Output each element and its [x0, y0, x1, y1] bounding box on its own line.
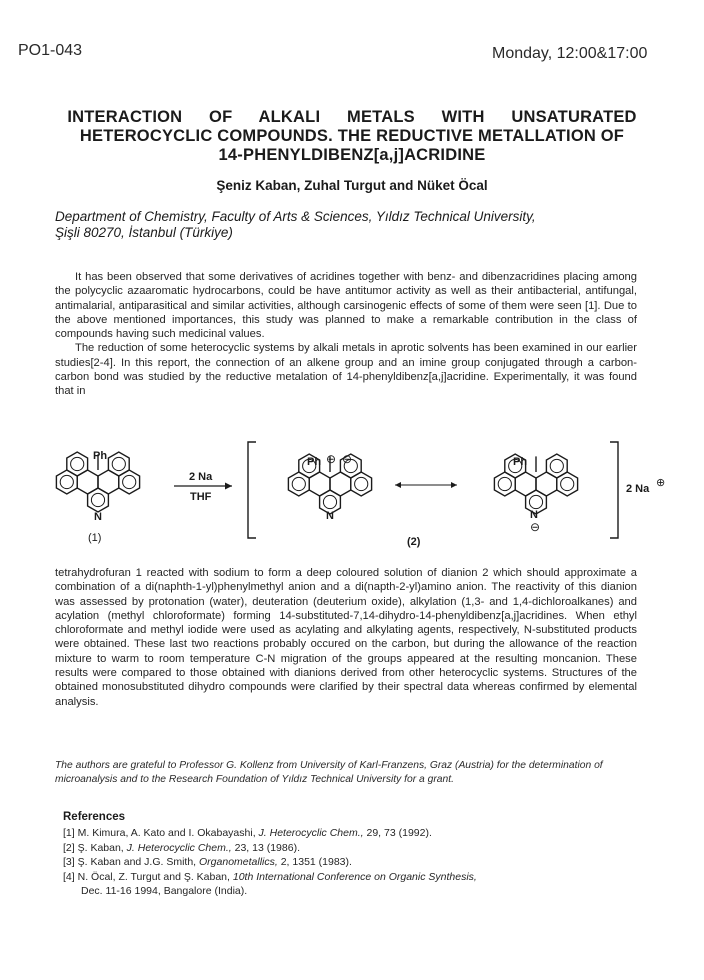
solvent-label: THF [190, 491, 212, 503]
reference-3 [63, 855, 623, 870]
compound-1-aromatic-circle [91, 493, 104, 506]
structure-dianion-resonance-b [494, 454, 577, 514]
references-list [63, 826, 623, 899]
reference-volume: 29, 73 (1992). [366, 827, 432, 839]
dianion-b-aromatic-circle [550, 459, 563, 472]
reference-1 [63, 826, 623, 841]
compound-1-ring [108, 452, 129, 476]
acknowledgement: The authors are grateful to Professor G. Kollenz from University of Karl-Franzens, Graz (Austria) for the determination of microanalysis and to the Research Foundation of Yıldız Technical University for a grant. [55, 760, 603, 785]
resonance-arrowhead-right [451, 482, 457, 488]
reagent-label: 2 Na [189, 471, 213, 483]
reference-journal: Organometallics, [199, 856, 278, 869]
dianion-b-ring [494, 472, 515, 496]
dianion-a-aromatic-circle [292, 477, 305, 490]
reference-number: [2] [63, 841, 75, 854]
right-bracket [610, 442, 618, 538]
dianion-b-aromatic-circle [529, 495, 542, 508]
reference-authors: Ş. Kaban, [77, 841, 124, 854]
nitrogen-label-1: N [94, 511, 102, 523]
body-text-top [55, 270, 637, 399]
dianion-b-ring [546, 454, 567, 478]
sodium-charge: ⊕ [656, 477, 666, 489]
abstract-code: PO1-043 [18, 42, 83, 59]
reference-4 [63, 870, 623, 885]
compound-1-label: (1) [88, 532, 102, 544]
compound-1-aromatic-circle [60, 475, 73, 488]
reaction-arrowhead [225, 483, 232, 490]
reference-4-continued: Dec. 11-16 1994, Bangalore (India). [81, 885, 248, 898]
phenyl-label-2a: Ph [307, 456, 322, 468]
resonance-arrowhead-left [395, 482, 401, 488]
reference-volume: 2, 1351 (1983). [280, 856, 352, 869]
compound-2-label: (2) [407, 536, 421, 548]
title-line-1: INTERACTION OF ALKALI METALS WITH UNSATURATED [67, 108, 637, 126]
paragraph-1: It has been observed that some derivatives of acridines together with benz- and dibenzacridines placing among the polycyclic azaaromatic hydrocarbons, could be have antitumor activity as well as their antibacterial, antifungal, antimalarial, antiparasitical and similar activities, although carsinogenic effects of some of them were seen [1]. Due to the above mentioned importances, this study was planned to make a remarkable contribution in the class of compounds having such medicinal values. [55, 271, 637, 341]
carbanion-charge-a2: ⊖ [342, 452, 353, 466]
nitrogen-label-2a: N [326, 510, 334, 522]
compound-1-aromatic-circle [112, 457, 125, 470]
dianion-b-aromatic-circle [561, 477, 574, 490]
reference-2 [63, 841, 623, 856]
dianion-b-aromatic-circle [498, 477, 511, 490]
reference-number: [1] [63, 827, 75, 839]
reference-journal: J. Heterocyclic Chem., [258, 827, 364, 839]
left-bracket [248, 442, 256, 538]
phenyl-label-2b: Ph [513, 456, 528, 468]
carbanion-charge-a: ⊖ [326, 452, 337, 466]
affiliation-line-1: Department of Chemistry, Faculty of Arts & Sciences, Yıldız Technical University, [55, 209, 536, 224]
reaction-scheme [0, 428, 704, 556]
references-heading: References [63, 811, 126, 823]
paragraph-2: The reduction of some heterocyclic systems by alkali metals in aprotic solvents has been examined in our earlier studies[2-4]. In this report, the connection of an alkene group and an imine group conjugated through a carbon-carbon bond was studied by the reductive metalation of 14-phenyldibenz[a,j]acridine. Experimentally, it was found that in [55, 342, 637, 398]
amide-charge-b: ⊖ [530, 520, 541, 534]
dianion-a-aromatic-circle [355, 477, 368, 490]
reference-journal: 10th International Conference on Organic Synthesis, [232, 870, 477, 883]
authors: Şeniz Kaban, Zuhal Turgut and Nüket Öcal [216, 178, 488, 193]
title-line-3: 14-PHENYLDIBENZ[a,j]ACRIDINE [218, 146, 486, 164]
compound-1-ring [56, 470, 77, 494]
nitrogen-label-2b: N [530, 509, 538, 521]
phenyl-label-1: Ph [93, 450, 108, 462]
session-time: Monday, 12:00&17:00 [492, 45, 648, 62]
reference-number: [4] [63, 870, 75, 883]
reference-authors: Ş. Kaban and J.G. Smith, [77, 856, 197, 869]
affiliation-line-2: Şişli 80270, İstanbul (Türkiye) [55, 225, 233, 240]
reference-authors: N. Öcal, Z. Turgut and Ş. Kaban, [77, 870, 230, 883]
body-text-bottom [55, 566, 637, 709]
compound-1-aromatic-circle [123, 475, 136, 488]
compound-1-aromatic-circle [71, 457, 84, 470]
paragraph-3: tetrahydrofuran 1 reacted with sodium to form a deep coloured solution of dianion 2 which should approximate a combination of a di(naphth-1-yl)phenylmethyl anion and a di(napth-2-yl)amino anion. The reactivity of this dianion was assessed by protonation (water), deuteration (deuterium oxide), alkylation (1,3- and 1,4-dichloroalkanes) and acylation (methyl chloroformate) forming 14-substituted-7,14-dihydro-14-phenyldibenz[a,j]acridines. When ethyl chloroformate and methyl iodide were used as acylating and alkylating agents, respectively, N-substituted products were obtained. These last two reactions probably occured on the carbon, but during the allowance of the reaction mixture to warm to room temperature C-N migration of the groups appeared at the resulting moncanion. These results were compared to those obtained with dianions derived from other heterocyclic systems. Structures of the obtained monosubstituted dihydro compounds were clarified by their spectral data whereas confirmed by elemental analysis. [55, 567, 637, 708]
dianion-a-ring [288, 472, 309, 496]
reference-authors: M. Kimura, A. Kato and I. Okabayashi, [77, 827, 256, 839]
title-line-2: HETEROCYCLIC COMPOUNDS. THE REDUCTIVE METALLATION OF [79, 127, 625, 145]
reference-volume: 23, 13 (1986). [234, 841, 300, 854]
sodium-counterion: 2 Na [626, 483, 650, 495]
dianion-a-aromatic-circle [323, 495, 336, 508]
reference-journal: J. Heterocyclic Chem., [126, 841, 232, 854]
reference-number: [3] [63, 856, 75, 869]
